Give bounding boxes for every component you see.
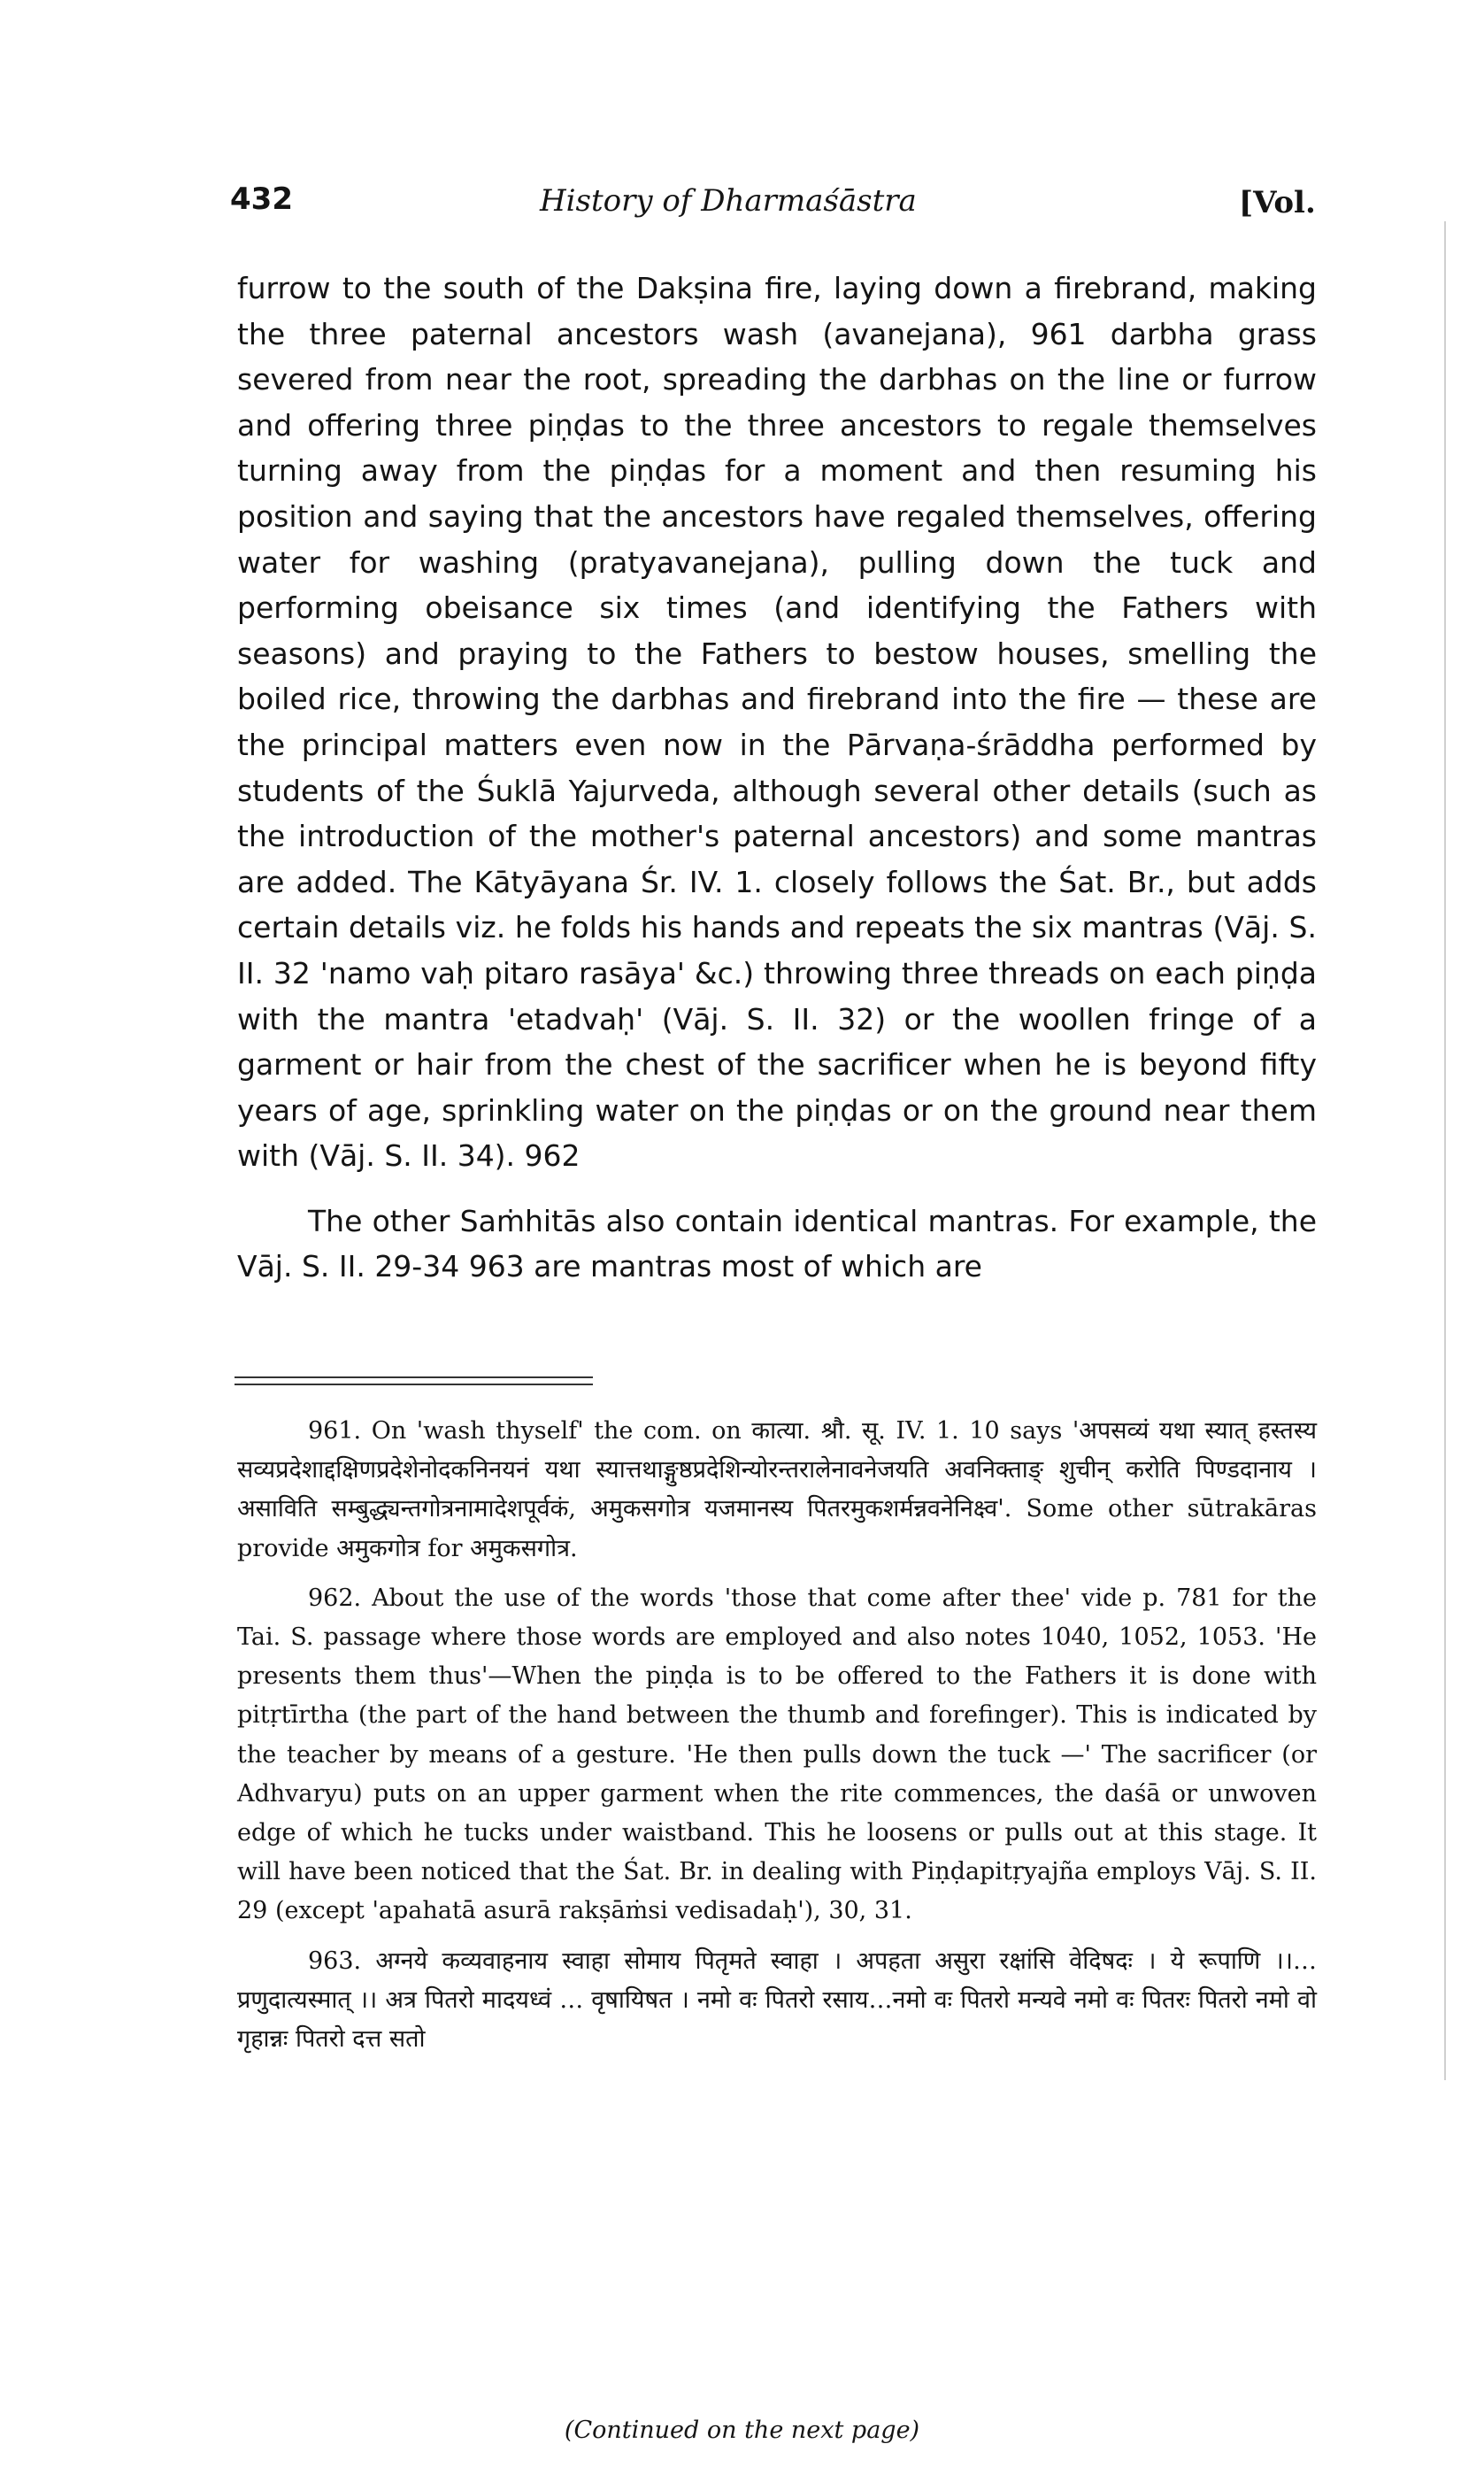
continued-note: (Continued on the next page) [564,2417,920,2444]
volume-marker: [Vol. [1239,185,1316,220]
footnote-961: 961. On 'wash thyself' the com. on कात्या. श्रौ. सू. IV. 1. 10 says 'अपसव्यं यथा स्यात् हस्तस्य सव्यप्रदेशाद्दक्षिणप्रदेशेनोदकनिनयनं यथा स्यात्तथाङ्गुष्ठप्रदेशिन्योरन्तरालेनावनेजयति अवनिक्ताङ् शुचीन् करोति पिण्डदानाय । असाविति सम्बुद्ध्यन्तगोत्रनामादेशपूर्वकं, अमुकसगोत्र यजमानस्य पितरमुकशर्मन्नवनेनिक्ष्व'. Some other sūtrakāras provide अमुकगोत्र for अमुकसगोत्र. [237,1417,1317,1562]
footnote-962: 962. About the use of the words 'those that come after thee' vide p. 781 for the Tai. S. passage where those words are employed and also notes 1040, 1052, 1053. 'He presents them thus'—When the piṇḍa is to be offered to the Fathers it is done with pitṛtīrtha (the part of the hand between the thumb and forefinger). This is indicated by the teacher by means of a gesture. 'He then pulls down the tuck —' The sacrificer (or Adhvaryu) puts on an upper garment when the rite commences, the daśā or unwoven edge of which he tucks under waistband. This he loosens or pulls out at this stage. It will have been noticed that the Śat. Br. in dealing with Piṇḍapitṛyajña employs Vāj. S. II. 29 (except 'apahatā asurā rakṣāṁsi vedisadaḥ'), 30, 31. [237,1584,1317,1925]
body-paragraph-1: furrow to the south of the Dakṣina fire, laying down a firebrand, making the three paternal ancestors wash (avanejana), 961 darbha grass severed from near the root, spreading the darbhas on the line or furrow and offering three piṇḍas to the three ancestors to regale themselves turning away from the piṇḍas for a moment and then resuming his position and saying that the ancestors have regaled themselves, offering water for washing (pratyavanejana), pulling down the tuck and performing obeisance six times (and identifying the Fathers with seasons) and praying to the Fathers to bestow houses, smelling the boiled rice, throwing the darbhas and firebrand into the fire — these are the principal matters even now in the Pārvaṇa-śrāddha performed by students of the Śuklā Yajurveda, although several other details (such as the introduction of the mother's paternal ancestors) and some mantras are added. The Kātyāyana Śr. IV. 1. closely follows the Śat. Br., but adds certain details viz. he folds his hands and repeats the six mantras (Vāj. S. II. 32 'namo vaḥ pitaro rasāya' &c.) throwing three threads on each piṇḍa with the mantra 'etadvaḥ' (Vāj. S. II. 32) or the woollen fringe of a garment or hair from the chest of the sacrificer when he is beyond fifty years of age, sprinkling water on the piṇḍas or on the ground near them with (Vāj. S. II. 34). 962 [237,271,1317,1174]
footnotes [237,1412,1317,2070]
page-header [230,181,1327,235]
margin-rule [1444,221,1446,2080]
page-number: 432 [230,181,293,217]
running-title: History of Dharmaśāstra [540,183,917,219]
main-text [237,266,1317,1290]
footnote-separator [235,1376,593,1385]
body-paragraph-2: The other Saṁhitās also contain identical mantras. For example, the Vāj. S. II. 29-34 963 are mantras most of which are [237,1203,1317,1284]
footnote-963: 963. अग्नये कव्यवाहनाय स्वाहा सोमाय पितृमते स्वाहा । अपहता असुरा रक्षांसि वेदिषदः । ये रूपाणि ।।…प्रणुदात्यस्मात् ।। अत्र पितरो मादयध्वं … वृषायिषत । नमो वः पितरो रसाय…नमो वः पितरो मन्यवे नमो वः पितरः पितरो नमो वो गृहान्नः पितरो दत्त सतो [237,1947,1317,2054]
